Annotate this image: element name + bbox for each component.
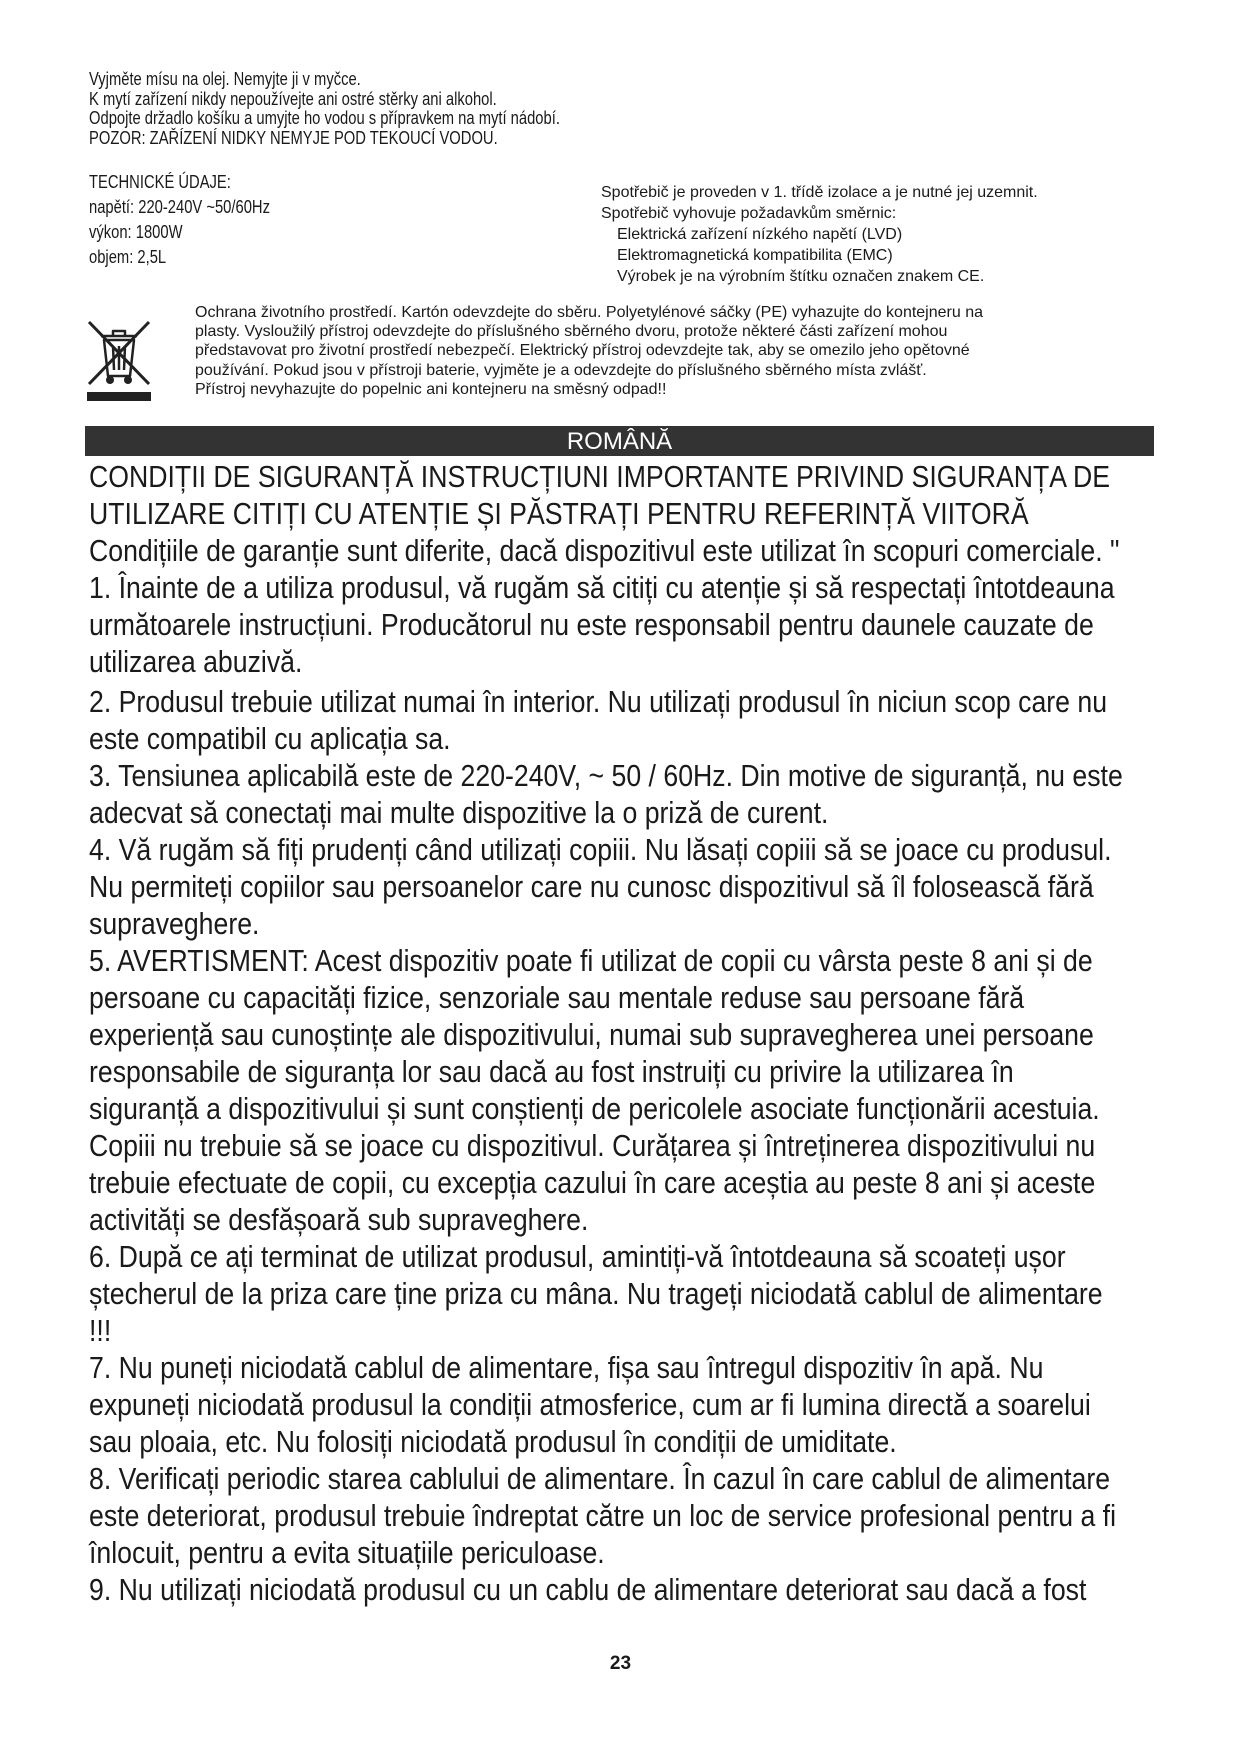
- text-line: siguranță a dispozitivului și sunt conștienți de pericolele asociate funcționării acestuia.: [89, 1091, 1100, 1126]
- text-line: Odpojte držadlo košíku a umyjte ho vodou s přípravkem na mytí nádobí.: [89, 108, 560, 128]
- text-line: Spotřebič je proveden v 1. třídě izolace a je nutné jej uzemnit.: [601, 184, 1038, 201]
- text-line: ștecherul de la priza care ține priza cu mâna. Nu trageți niciodată cablul de alimentare: [89, 1276, 1103, 1311]
- text-line: POZOR: ZAŘÍZENÍ NIDKY NEMYJE POD TEKOUCÍ VODOU.: [89, 127, 498, 148]
- text-line: este compatibil cu aplicația sa.: [89, 721, 451, 756]
- romanian-safety-instructions: [89, 458, 1123, 1608]
- text-line: Condițiile de garanție sunt diferite, dacă dispozitivul este utilizat în scopuri comerciale. ": [89, 533, 1120, 568]
- text-line: Vyjměte mísu na olej. Nemyjte ji v myčce.: [89, 69, 361, 89]
- text-line: următoarele instrucțiuni. Producătorul nu este responsabil pentru daunele cauzate de: [89, 607, 1094, 642]
- text-line: 2. Produsul trebuie utilizat numai în interior. Nu utilizați produsul în niciun scop care nu: [89, 684, 1108, 719]
- page-number: 23: [609, 1653, 632, 1674]
- spec-heading: TECHNICKÉ ÚDAJE:: [89, 172, 231, 192]
- text-line: înlocuit, pentru a evita situațiile periculoase.: [89, 1535, 605, 1570]
- romanian-section-header: ROMÂNĂ: [85, 426, 1154, 456]
- text-line: utilizarea abuzivă.: [89, 644, 303, 679]
- text-line: Elektromagnetická kompatibilita (EMC): [617, 247, 893, 264]
- text-line: activități se desfășoară sub supraveghere.: [89, 1202, 589, 1237]
- text-line: este deteriorat, produsul trebuie îndreptat către un loc de service profesional pentru a fi: [89, 1498, 1117, 1533]
- spec-volume: objem: 2,5L: [89, 247, 167, 267]
- text-line: supraveghere.: [89, 906, 260, 941]
- czech-environment-notice: [195, 303, 1175, 399]
- text-line: používání. Pokud jsou v přístroji baterie, vyjměte je a odevzdejte do příslušného sběrného místa zvlášť.: [195, 361, 927, 379]
- czech-compliance-notes: [601, 182, 1038, 287]
- spec-power: výkon: 1800W: [89, 222, 183, 242]
- czech-cleaning-instructions: [89, 70, 560, 148]
- text-line: !!!: [89, 1313, 112, 1348]
- text-line: 4. Vă rugăm să fiți prudenți când utilizați copiii. Nu lăsați copiii să se joace cu produsul.: [89, 832, 1112, 867]
- text-line: 1. Înainte de a utiliza produsul, vă rugăm să citiți cu atenție și să respectați întotdeauna: [89, 570, 1115, 605]
- text-line: Spotřebič vyhovuje požadavkům směrnic:: [601, 205, 897, 222]
- text-line: Copiii nu trebuie să se joace cu dispozitivul. Curățarea și întreținerea dispozitivului nu: [89, 1128, 1096, 1163]
- text-line: 9. Nu utilizați niciodată produsul cu un cablu de alimentare deteriorat sau dacă a fost: [89, 1572, 1087, 1607]
- text-line: Nu permiteți copiilor sau persoanelor care nu cunosc dispozitivul să îl folosească fără: [89, 869, 1094, 904]
- text-line: Výrobek je na výrobním štítku označen znakem CE.: [617, 268, 985, 285]
- text-line: trebuie efectuate de copii, cu excepția cazului în care aceștia au peste 8 ani și aceste: [89, 1165, 1096, 1200]
- text-line: persoane cu capacități fizice, senzoriale sau mentale reduse sau persoane fără: [89, 980, 1025, 1015]
- spec-voltage: napětí: 220-240V ~50/60Hz: [89, 197, 270, 217]
- text-line: 8. Verificați periodic starea cablului de alimentare. În cazul în care cablul de alimentare: [89, 1461, 1111, 1496]
- text-line: sau ploaia, etc. Nu folosiți niciodată produsul în condiții de umiditate.: [89, 1424, 897, 1459]
- weee-crossed-bin-icon: [85, 318, 153, 402]
- text-line: Přístroj nevyhazujte do popelnic ani kontejneru na směsný odpad!!: [195, 380, 667, 398]
- czech-technical-specs: [89, 170, 270, 270]
- heading-line: UTILIZARE CITIȚI CU ATENȚIE ȘI PĂSTRAȚI PENTRU REFERINȚĂ VIITORĂ: [89, 496, 1029, 531]
- text-line: Ochrana životního prostředí. Kartón odevzdejte do sběru. Polyetylénové sáčky (PE) vyhazujte do kontejneru na: [195, 304, 983, 321]
- text-line: 3. Tensiunea aplicabilă este de 220-240V, ~ 50 / 60Hz. Din motive de siguranță, nu este: [89, 758, 1123, 793]
- text-line: Elektrická zařízení nízkého napětí (LVD): [617, 226, 903, 243]
- text-line: 5. AVERTISMENT: Acest dispozitiv poate fi utilizat de copii cu vârsta peste 8 ani și de: [89, 943, 1093, 978]
- text-line: expuneți niciodată produsul la condiții atmosferice, cum ar fi lumina directă a soarelui: [89, 1387, 1091, 1422]
- text-line: K mytí zařízení nikdy nepoužívejte ani ostré stěrky ani alkohol.: [89, 88, 497, 109]
- heading-line: CONDIȚII DE SIGURANȚĂ INSTRUCȚIUNI IMPORTANTE PRIVIND SIGURANȚA DE: [89, 459, 1111, 494]
- text-line: 7. Nu puneți niciodată cablul de alimentare, fișa sau întregul dispozitiv în apă. Nu: [89, 1350, 1044, 1385]
- text-line: 6. După ce ați terminat de utilizat produsul, amintiți-vă întotdeauna să scoateți ușor: [89, 1239, 1066, 1274]
- text-line: experiență sau cunoștințe ale dispozitivului, numai sub supravegherea unei persoane: [89, 1017, 1094, 1052]
- text-line: responsabile de siguranța lor sau dacă au fost instruiți cu privire la utilizarea în: [89, 1054, 1014, 1089]
- text-line: představovat pro životní prostředí nebezpečí. Elektrický přístroj odevzdejte tak, aby se omezilo jeho opětovné: [195, 342, 970, 360]
- text-line: plasty. Vysloužilý přístroj odevzdejte do příslušného sběrného dvoru, protože některé části zařízení mohou: [195, 323, 948, 341]
- text-line: adecvat să conectați mai multe dispozitive la o priză de curent.: [89, 795, 829, 830]
